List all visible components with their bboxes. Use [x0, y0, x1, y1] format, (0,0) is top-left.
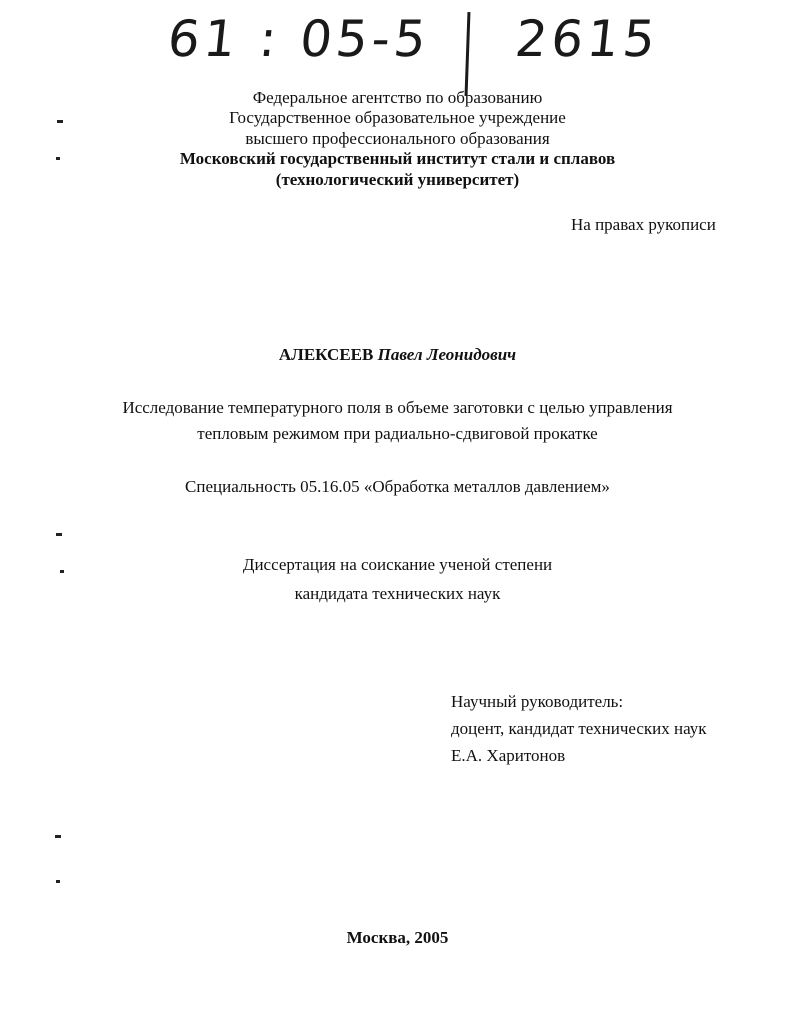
dissertation-line-1: Диссертация на соискание ученой степени	[242, 555, 553, 574]
city-year: Москва, 2005	[346, 928, 449, 947]
university-subtitle: (технологический университет)	[275, 170, 520, 189]
scan-mark	[56, 533, 62, 536]
author-given-names: Павел Леонидович	[377, 345, 517, 364]
agency-line: Федеральное агентство по образованию	[252, 88, 543, 107]
university-name: Московский государственный институт стали и сплавов	[179, 149, 616, 168]
scan-mark	[55, 835, 61, 838]
institution-type-line: Государственное образовательное учреждение	[229, 108, 566, 127]
archive-code-left: 61 : 05-5	[164, 10, 433, 68]
scan-mark	[56, 880, 60, 883]
manuscript-rights: На правах рукописи	[571, 215, 716, 234]
supervisor-label: Научный руководитель:	[451, 692, 624, 711]
education-level-line: высшего профессионального образования	[245, 129, 550, 148]
scan-mark	[57, 120, 63, 123]
author-surname: АЛЕКСЕЕВ	[278, 345, 374, 364]
archive-code-right: 2615	[512, 10, 662, 68]
author-name	[0, 345, 795, 365]
thesis-title-line-1: Исследование температурного поля в объеме заготовки с целью управления	[122, 398, 673, 417]
thesis-title-line-2: тепловым режимом при радиально-сдвиговой прокатке	[197, 424, 598, 443]
dissertation-line-2: кандидата технических наук	[294, 584, 501, 603]
scan-mark	[60, 570, 64, 573]
scan-mark	[56, 157, 60, 160]
handwritten-archive-number	[165, 10, 662, 68]
supervisor-name: Е.А. Харитонов	[451, 746, 566, 765]
supervisor-rank: доцент, кандидат технических наук	[451, 719, 707, 738]
specialty: Специальность 05.16.05 «Обработка металлов давлением»	[185, 477, 610, 496]
